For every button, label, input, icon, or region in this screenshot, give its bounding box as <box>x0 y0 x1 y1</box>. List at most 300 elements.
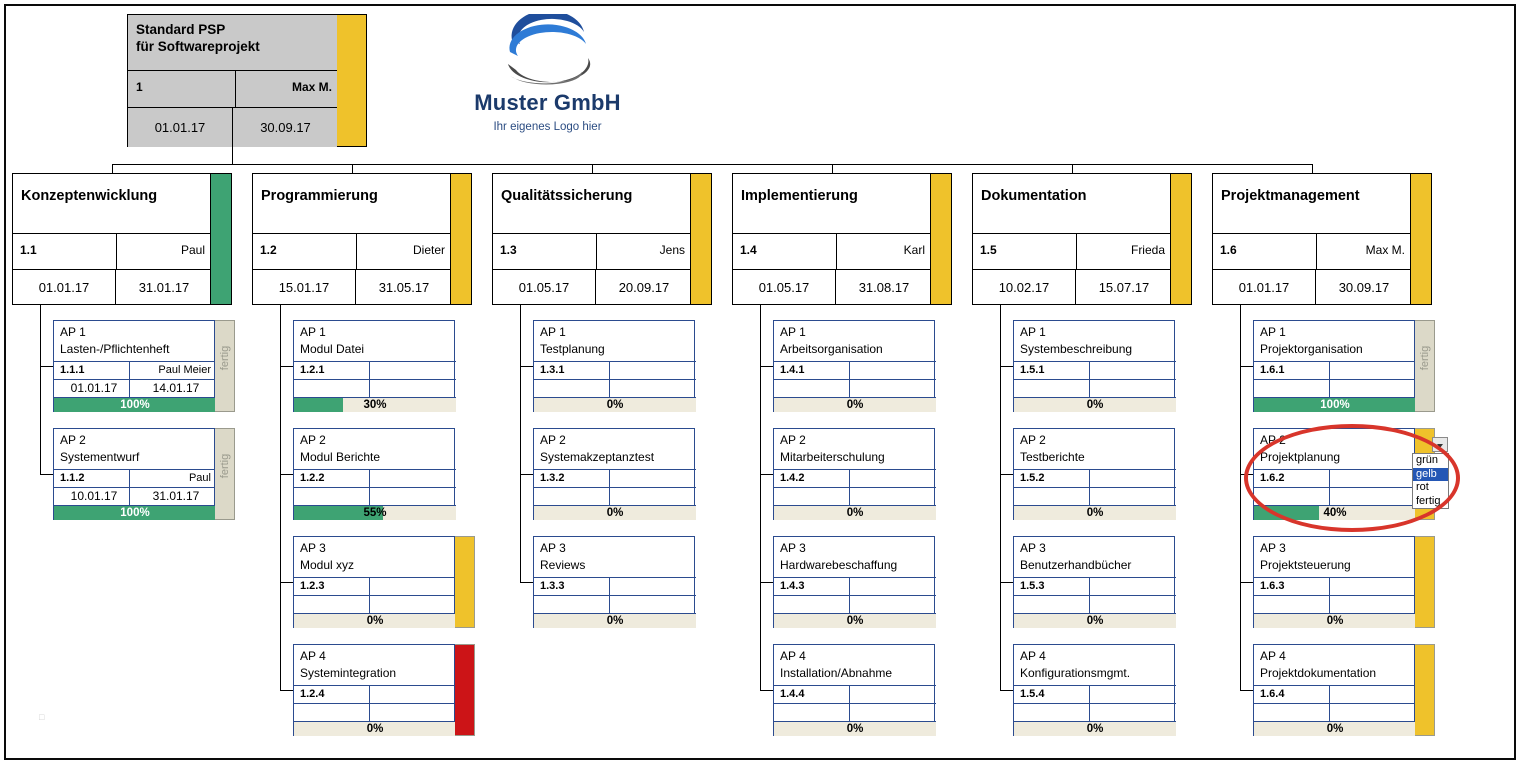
work-package-meta-divider <box>1089 578 1090 595</box>
connector-line <box>1240 582 1253 583</box>
work-package-dates-divider <box>1089 380 1090 397</box>
work-package-meta <box>294 361 456 380</box>
work-package-card[interactable] <box>53 320 235 412</box>
work-package-code: 1.3.3 <box>540 580 565 592</box>
connector-line <box>760 582 773 583</box>
work-package-dates-divider <box>1089 596 1090 613</box>
work-package-dates-divider <box>1329 596 1330 613</box>
work-package-box <box>773 320 935 412</box>
work-package-dates <box>54 488 216 506</box>
work-package-label: AP 2 <box>1020 433 1046 447</box>
work-package-dates-divider <box>849 488 850 505</box>
phase-start: 01.01.17 <box>1213 270 1316 305</box>
work-package-progress-label: 30% <box>363 399 387 411</box>
work-package-code: 1.6.4 <box>1260 688 1285 700</box>
work-package-box <box>53 320 215 412</box>
phase-end: 31.05.17 <box>378 280 430 295</box>
phase-meta-divider <box>1076 234 1077 270</box>
phase-end: 15.07.17 <box>1098 280 1150 295</box>
work-package-code: 1.1.2 <box>60 472 85 484</box>
company-logo <box>455 14 640 159</box>
work-package-name: Systemakzeptanztest <box>540 450 655 464</box>
phase-end: 31.08.17 <box>858 280 910 295</box>
phase-dates <box>733 270 932 305</box>
work-package-progress-bar <box>294 614 456 628</box>
work-package-progress-bar <box>774 614 936 628</box>
work-package-status-bar <box>935 320 955 412</box>
work-package-dates <box>294 380 456 398</box>
work-package-dates <box>1254 380 1416 398</box>
work-package-name: Projektorganisation <box>1260 342 1363 356</box>
phase-status-bar <box>691 173 712 305</box>
work-package-meta-divider <box>609 470 610 487</box>
work-package-progress-label: 0% <box>1086 399 1104 411</box>
phase-node-5[interactable] <box>972 173 1192 305</box>
work-package-label: AP 4 <box>300 649 326 663</box>
work-package-status-bar <box>695 536 715 628</box>
phase-owner: Max M. <box>1365 243 1405 257</box>
work-package-box <box>533 320 695 412</box>
work-package-card[interactable] <box>1253 536 1435 628</box>
work-package-dates <box>534 596 696 614</box>
work-package-code: 1.6.2 <box>1260 472 1285 484</box>
work-package-box <box>293 428 455 520</box>
phase-meta-divider <box>356 234 357 270</box>
work-package-label: AP 2 <box>60 433 86 447</box>
work-package-meta <box>774 577 936 596</box>
work-package-meta <box>1254 577 1416 596</box>
work-package-name: Konfigurationsmgmt. <box>1020 666 1131 680</box>
work-package-box <box>1253 644 1415 736</box>
work-package-name: Systementwurf <box>60 450 140 464</box>
root-node-end: 30.09.17 <box>260 120 311 135</box>
work-package-meta-divider <box>129 362 130 379</box>
work-package-card[interactable] <box>293 644 475 736</box>
work-package-owner: Paul <box>188 472 211 484</box>
work-package-label: AP 2 <box>780 433 806 447</box>
work-package-meta-divider <box>1329 686 1330 703</box>
phase-end: 31.01.17 <box>138 280 190 295</box>
work-package-progress-label: 0% <box>606 399 624 411</box>
work-package-card[interactable] <box>533 536 715 628</box>
work-package-progress-bar <box>774 506 936 520</box>
work-package-label: AP 1 <box>1020 325 1046 339</box>
root-node-status-bar <box>337 14 367 147</box>
work-package-card[interactable] <box>533 428 715 520</box>
work-package-dates-divider <box>849 596 850 613</box>
work-package-meta-divider <box>129 470 130 487</box>
phase-title: Projektmanagement <box>1213 174 1412 234</box>
phase-status-bar <box>1171 173 1192 305</box>
logo-company-name: Muster GmbH <box>474 90 621 115</box>
work-package-dates-divider <box>1329 704 1330 721</box>
work-package-card[interactable] <box>1013 644 1195 736</box>
work-package-code: 1.3.2 <box>540 472 565 484</box>
work-package-meta <box>54 361 216 380</box>
work-package-progress-bar <box>534 614 696 628</box>
connector-line <box>760 474 773 475</box>
phase-box <box>732 173 931 305</box>
corner-mark: □ <box>39 712 45 722</box>
root-node-meta-divider <box>235 71 236 108</box>
phase-meta-divider <box>1316 234 1317 270</box>
work-package-progress-bar <box>294 722 456 736</box>
work-package-meta-divider <box>1329 362 1330 379</box>
phase-start: 01.05.17 <box>733 270 836 305</box>
work-package-status-bar <box>215 320 235 412</box>
phase-owner: Karl <box>903 243 925 257</box>
work-package-card[interactable] <box>1013 320 1195 412</box>
work-package-meta <box>294 577 456 596</box>
work-package-card[interactable] <box>533 320 715 412</box>
work-package-name: Mitarbeiterschulung <box>780 450 885 464</box>
work-package-name: Testplanung <box>540 342 605 356</box>
phase-box <box>972 173 1171 305</box>
work-package-progress-bar <box>54 398 216 412</box>
work-package-status-bar <box>455 644 475 736</box>
work-package-box <box>293 320 455 412</box>
work-package-dates <box>1254 704 1416 722</box>
connector-line <box>280 474 293 475</box>
connector-line <box>112 164 1312 165</box>
phase-dates <box>1213 270 1412 305</box>
root-node-title <box>128 15 338 71</box>
root-node-title-line1: Standard PSP <box>136 22 226 37</box>
work-package-progress-bar <box>1254 722 1416 736</box>
status-dropdown-option[interactable]: fertig <box>1416 494 1441 507</box>
work-package-box <box>773 644 935 736</box>
phase-start: 01.05.17 <box>493 270 596 305</box>
work-package-progress-label: 0% <box>1326 615 1344 627</box>
phase-box <box>252 173 451 305</box>
work-package-label: AP 1 <box>60 325 86 339</box>
root-node-start: 01.01.17 <box>128 108 233 147</box>
connector-line <box>1240 305 1241 690</box>
work-package-meta <box>534 361 696 380</box>
work-package-owner: Paul Meier <box>158 364 211 376</box>
work-package-meta <box>1014 361 1176 380</box>
phase-owner: Dieter <box>412 243 445 257</box>
work-package-meta <box>534 577 696 596</box>
root-node-meta <box>128 71 338 108</box>
work-package-status-bar <box>695 320 715 412</box>
work-package-code: 1.5.1 <box>1020 364 1045 376</box>
root-node[interactable] <box>127 14 367 147</box>
connector-line <box>520 366 533 367</box>
work-package-label: AP 4 <box>1260 649 1286 663</box>
work-package-meta-divider <box>369 362 370 379</box>
logo-subtitle: Ihr eigenes Logo hier <box>493 121 602 133</box>
highlight-ellipse <box>1244 424 1460 532</box>
work-package-card[interactable] <box>53 428 235 520</box>
root-node-title-line2: für Softwareprojekt <box>136 39 260 54</box>
phase-code: 1.5 <box>980 243 997 257</box>
work-package-card[interactable] <box>1253 320 1435 412</box>
work-package-name: Projektplanung <box>1260 450 1341 464</box>
phase-title: Dokumentation <box>973 174 1172 234</box>
work-package-progress-label: 55% <box>363 507 387 519</box>
work-package-meta <box>1014 469 1176 488</box>
status-dropdown-option[interactable]: rot <box>1416 481 1429 493</box>
work-package-progress-label: 0% <box>846 507 864 519</box>
phase-node-1[interactable] <box>12 173 232 305</box>
work-package-meta <box>294 685 456 704</box>
work-package-dates <box>774 596 936 614</box>
work-package-dates <box>774 488 936 506</box>
work-package-meta-divider <box>369 686 370 703</box>
work-package-code: 1.5.3 <box>1020 580 1045 592</box>
work-package-status-bar <box>455 320 475 412</box>
phase-meta <box>253 234 452 270</box>
work-package-dates-divider <box>369 488 370 505</box>
status-dropdown-option[interactable]: gelb <box>1413 468 1448 482</box>
phase-start: 15.01.17 <box>253 270 356 305</box>
root-node-code: 1 <box>136 80 143 94</box>
connector-line <box>520 582 533 583</box>
work-package-end: 14.01.17 <box>152 381 200 395</box>
work-package-name: Modul Datei <box>300 342 365 356</box>
phase-title: Implementierung <box>733 174 932 234</box>
work-package-progress-label: 0% <box>366 615 384 627</box>
work-package-box <box>533 536 695 628</box>
work-package-dates <box>534 380 696 398</box>
work-package-name: Modul xyz <box>300 558 355 572</box>
work-package-end: 31.01.17 <box>152 489 200 503</box>
phase-status-bar <box>451 173 472 305</box>
phase-start: 10.02.17 <box>973 270 1076 305</box>
work-package-label: AP 3 <box>780 541 806 555</box>
work-package-label: AP 1 <box>540 325 566 339</box>
phase-code: 1.1 <box>20 243 37 257</box>
work-package-meta <box>54 469 216 488</box>
work-package-start: 10.01.17 <box>70 489 118 503</box>
work-package-label: AP 1 <box>780 325 806 339</box>
phase-node-6[interactable] <box>1212 173 1432 305</box>
work-package-meta <box>774 469 936 488</box>
work-package-label: AP 3 <box>1260 541 1286 555</box>
phase-node-4[interactable] <box>732 173 952 305</box>
work-package-progress-bar <box>774 722 936 736</box>
phase-title: Konzeptenwicklung <box>13 174 212 234</box>
connector-line <box>1240 690 1253 691</box>
work-package-card[interactable] <box>773 320 955 412</box>
root-node-owner: Max M. <box>291 80 332 94</box>
phase-dates <box>973 270 1172 305</box>
status-dropdown-option[interactable]: grün <box>1416 454 1439 466</box>
work-package-box <box>533 428 695 520</box>
work-package-progress-bar <box>534 398 696 412</box>
phase-code: 1.6 <box>1220 243 1237 257</box>
work-package-name: Installation/Abnahme <box>780 666 893 680</box>
work-package-code: 1.2.2 <box>300 472 325 484</box>
work-package-dates-divider <box>129 380 130 397</box>
work-package-name: Benutzerhandbücher <box>1020 558 1132 572</box>
work-package-dates <box>1014 704 1176 722</box>
work-package-meta-divider <box>849 578 850 595</box>
work-package-dates-divider <box>849 704 850 721</box>
phase-status-bar <box>211 173 232 305</box>
phase-code: 1.2 <box>260 243 277 257</box>
phase-code: 1.3 <box>500 243 517 257</box>
work-package-box <box>1013 428 1175 520</box>
work-package-status-text: fertig <box>1419 345 1431 371</box>
work-package-progress-label: 0% <box>1086 507 1104 519</box>
phase-owner: Jens <box>659 243 685 257</box>
work-package-dates <box>294 596 456 614</box>
connector-line <box>1000 582 1013 583</box>
work-package-meta <box>534 469 696 488</box>
connector-line <box>1000 366 1013 367</box>
phase-title: Qualitätssicherung <box>493 174 692 234</box>
work-package-name: Systemintegration <box>300 666 397 680</box>
work-package-box <box>1013 536 1175 628</box>
work-package-progress-bar <box>1014 506 1176 520</box>
work-package-progress-label: 0% <box>1086 615 1104 627</box>
work-package-progress-label: 0% <box>606 615 624 627</box>
work-package-code: 1.4.1 <box>780 364 805 376</box>
work-package-progress-bar <box>1014 614 1176 628</box>
phase-dates <box>253 270 452 305</box>
work-package-status-bar <box>1175 428 1195 520</box>
work-package-code: 1.6.3 <box>1260 580 1285 592</box>
work-package-progress-bar <box>294 506 456 520</box>
work-package-dates-divider <box>609 596 610 613</box>
work-package-meta-divider <box>849 470 850 487</box>
work-package-card[interactable] <box>773 644 955 736</box>
work-package-dates-divider <box>1329 380 1330 397</box>
work-package-meta <box>1014 685 1176 704</box>
work-package-dates <box>294 704 456 722</box>
work-package-progress-bar <box>1254 398 1416 412</box>
phase-status-bar <box>1411 173 1432 305</box>
work-package-progress-label: 0% <box>846 615 864 627</box>
work-package-card[interactable] <box>293 320 475 412</box>
work-package-meta-divider <box>1089 362 1090 379</box>
work-package-box <box>293 644 455 736</box>
connector-line <box>520 474 533 475</box>
work-package-label: AP 1 <box>1260 325 1286 339</box>
work-package-card[interactable] <box>293 536 475 628</box>
work-package-meta-divider <box>1089 470 1090 487</box>
connector-line <box>280 366 293 367</box>
phase-dates <box>493 270 692 305</box>
work-package-dates-divider <box>369 704 370 721</box>
work-package-progress-label: 40% <box>1323 507 1347 519</box>
root-node-box <box>127 14 337 147</box>
phase-meta <box>733 234 932 270</box>
work-package-progress-label: 0% <box>1086 723 1104 735</box>
work-package-box <box>773 536 935 628</box>
work-package-progress-bar <box>534 506 696 520</box>
work-package-progress-bar <box>774 398 936 412</box>
work-package-status-bar <box>1415 644 1435 736</box>
work-package-box <box>773 428 935 520</box>
work-package-dates-divider <box>849 380 850 397</box>
phase-box <box>492 173 691 305</box>
work-package-meta <box>1014 577 1176 596</box>
work-package-label: AP 3 <box>1020 541 1046 555</box>
work-package-code: 1.2.3 <box>300 580 325 592</box>
connector-line <box>280 690 293 691</box>
work-package-meta-divider <box>1329 578 1330 595</box>
work-package-label: AP 1 <box>300 325 326 339</box>
work-package-status-bar <box>1175 644 1195 736</box>
phase-node-3[interactable] <box>492 173 712 305</box>
connector-line <box>1000 474 1013 475</box>
work-package-card[interactable] <box>1013 428 1195 520</box>
work-package-meta <box>774 685 936 704</box>
work-package-status-bar <box>1175 536 1195 628</box>
work-package-card[interactable] <box>773 428 955 520</box>
work-package-name: Modul Berichte <box>300 450 381 464</box>
work-package-card[interactable] <box>293 428 475 520</box>
phase-title: Programmierung <box>253 174 452 234</box>
work-package-name: Hardwarebeschaffung <box>780 558 898 572</box>
work-package-status-bar <box>935 536 955 628</box>
phase-end: 30.09.17 <box>1338 280 1390 295</box>
work-package-meta-divider <box>849 686 850 703</box>
work-package-name: Testberichte <box>1020 450 1085 464</box>
work-package-meta <box>1254 685 1416 704</box>
work-package-name: Reviews <box>540 558 586 572</box>
work-package-meta-divider <box>849 362 850 379</box>
work-package-dates <box>1254 596 1416 614</box>
work-package-box <box>293 536 455 628</box>
work-package-code: 1.2.4 <box>300 688 325 700</box>
work-package-meta-divider <box>1089 686 1090 703</box>
connector-line <box>40 305 41 474</box>
work-package-status-bar <box>455 428 475 520</box>
phase-box <box>12 173 211 305</box>
phase-meta <box>13 234 212 270</box>
work-package-box <box>1013 644 1175 736</box>
work-package-label: AP 4 <box>1020 649 1046 663</box>
work-package-label: AP 2 <box>540 433 566 447</box>
work-package-code: 1.2.1 <box>300 364 325 376</box>
work-package-card[interactable] <box>1253 644 1435 736</box>
work-package-progress-label: 0% <box>606 507 624 519</box>
connector-line <box>760 366 773 367</box>
work-package-progress-bar <box>294 398 456 412</box>
work-package-status-bar <box>935 428 955 520</box>
phase-node-2[interactable] <box>252 173 472 305</box>
work-package-progress-label: 0% <box>846 399 864 411</box>
work-package-status-bar <box>1415 536 1435 628</box>
work-package-label: AP 3 <box>300 541 326 555</box>
work-package-name: Systembeschreibung <box>1020 342 1133 356</box>
connector-line <box>760 690 773 691</box>
connector-line <box>760 305 761 690</box>
phase-dates <box>13 270 212 305</box>
work-package-status-bar <box>935 644 955 736</box>
work-package-name: Lasten-/Pflichtenheft <box>60 342 170 356</box>
work-package-dates <box>54 380 216 398</box>
work-package-dates <box>774 380 936 398</box>
phase-meta <box>973 234 1172 270</box>
work-package-card[interactable] <box>1013 536 1195 628</box>
work-package-dates <box>534 488 696 506</box>
phase-meta-divider <box>836 234 837 270</box>
work-package-status-bar <box>215 428 235 520</box>
work-package-dates <box>294 488 456 506</box>
work-package-name: Arbeitsorganisation <box>780 342 883 356</box>
work-package-card[interactable] <box>773 536 955 628</box>
connector-line <box>232 147 233 165</box>
logo-swoosh-icon <box>500 14 596 86</box>
work-package-dates-divider <box>369 596 370 613</box>
root-node-dates <box>128 108 338 147</box>
work-package-label: AP 3 <box>540 541 566 555</box>
